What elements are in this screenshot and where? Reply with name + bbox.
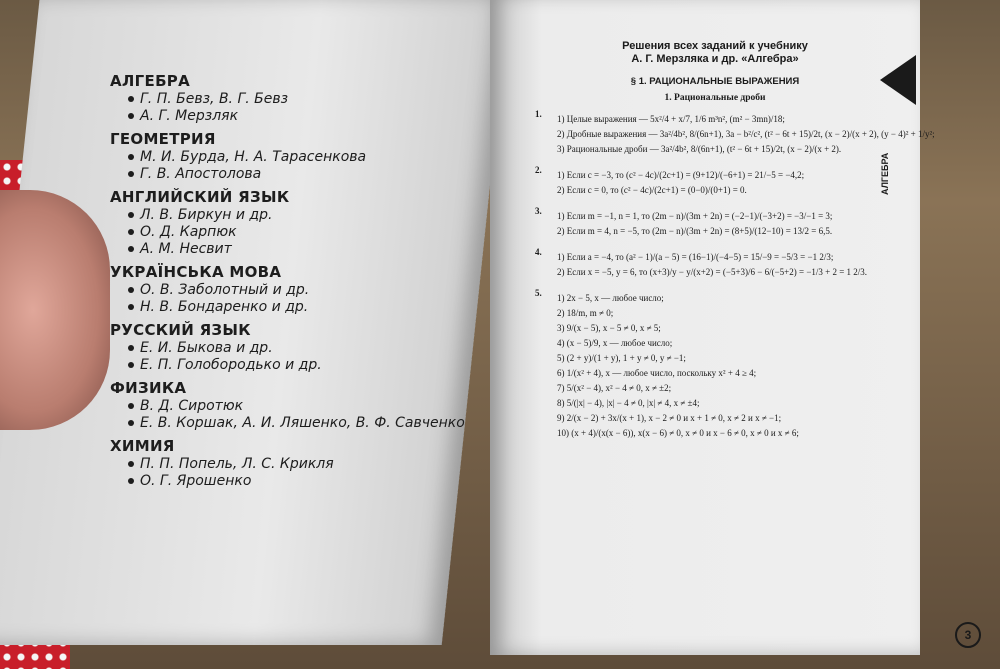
task-list [535,109,935,443]
author-name: О. В. Заболотный и др. [140,282,310,298]
subject-heading: УКРАЇНСЬКА МОВА [110,263,282,281]
author-item [128,357,490,373]
subject-heading: ФИЗИКА [110,379,187,397]
task-body [557,109,935,159]
right-page-content [535,40,935,443]
task-line: 1) Если a = −4, то (a² − 1)/(a − 5) = (16−1)/(−4−5) = 15/−9 = −5/3 = −1 2/3; [557,252,834,262]
task-body [557,206,895,241]
task-line: 2) 18/m, m ≠ 0; [557,308,614,318]
hand-holding-book [0,190,110,430]
task-line: 4) (x − 5)/9, x — любое число; [557,338,673,348]
bullet-icon [128,345,134,351]
task-line: 7) 5/(x² − 4), x² − 4 ≠ 0, x ≠ ±2; [557,383,672,393]
task-item [535,206,895,241]
task-line: 2) Если m = 4, n = −5, то (2m − n)/(3m + 2n) = (8+5)/(12−10) = 13/2 = 6,5. [557,226,833,236]
subject-heading: ГЕОМЕТРИЯ [110,130,216,148]
bullet-icon [128,171,134,177]
bullet-icon [128,229,134,235]
task-line: 2) Если c = 0, то (c² − 4c)/(2c+1) = (0−0)/(0+1) = 0. [557,185,747,195]
bullet-icon [128,420,134,426]
task-line: 1) Если m = −1, n = 1, то (2m − n)/(3m + 2n) = (−2−1)/(−3+2) = −3/−1 = 3; [557,211,833,221]
author-item [128,207,490,223]
left-page-content [110,66,490,490]
subsection-title: 1. Рациональные дроби [664,93,766,103]
author-item [128,473,490,489]
task-body [557,288,895,443]
subject-heading: ХИМИЯ [110,437,175,455]
subject-heading: АЛГЕБРА [110,72,191,90]
bullet-icon [128,403,134,409]
bullet-icon [128,96,134,102]
task-item [535,109,935,159]
author-item [128,398,490,414]
author-name: В. Д. Сиротюк [140,398,244,414]
task-line: 8) 5/(|x| − 4), |x| − 4 ≠ 0, |x| ≠ 4, x ≠ ±4; [557,398,700,408]
author-name: Л. В. Биркун и др. [140,207,273,223]
author-name: А. М. Несвит [140,241,232,257]
task-number: 2. [535,165,542,175]
author-name: М. И. Бурда, Н. А. Тарасенкова [140,149,367,165]
author-name: Г. П. Бевз, В. Г. Бевз [140,91,289,107]
author-item [128,456,490,472]
bullet-icon [128,461,134,467]
task-item [535,288,895,443]
header-line-2: А. Г. Мерзляка и др. «Алгебра» [631,53,799,65]
task-body [557,165,895,200]
task-item [535,247,895,282]
author-name: Е. П. Голобородько и др. [140,357,322,373]
section-title: § 1. РАЦИОНАЛЬНЫЕ ВЫРАЖЕНИЯ [630,76,800,87]
author-name: Е. И. Быкова и др. [140,340,273,356]
bullet-icon [128,362,134,368]
author-item [128,166,490,182]
task-line: 1) Если c = −3, то (c² − 4c)/(2c+1) = (9+12)/(−6+1) = 21/−5 = −4,2; [557,170,805,180]
author-name: О. Г. Ярошенко [140,473,252,489]
author-name: Г. В. Апостолова [140,166,262,182]
side-label: АЛГЕБРА [880,152,890,195]
author-item [128,415,490,431]
author-name: А. Г. Мерзляк [140,108,239,124]
author-item [128,241,490,257]
bullet-icon [128,154,134,160]
bullet-icon [128,287,134,293]
task-line: 5) (2 + y)/(1 + y), 1 + y ≠ 0, y ≠ −1; [557,353,686,363]
bullet-icon [128,478,134,484]
author-name: Е. В. Коршак, А. И. Ляшенко, В. Ф. Савченко [140,415,465,431]
bullet-icon [128,212,134,218]
task-body [557,247,895,282]
author-item [128,340,490,356]
author-name: П. П. Попель, Л. С. Крикля [140,456,334,472]
bullet-icon [128,113,134,119]
author-item [128,149,490,165]
header-line-1: Решения всех заданий к учебнику [622,40,808,52]
author-item [128,108,490,124]
task-number: 3. [535,206,542,216]
task-line: 3) Рациональные дроби — 3a²/4b², 8/(6n+1), (t² − 6t + 15)/2t, (x − 2)/(x + 2). [557,144,842,154]
task-line: 10) (x + 4)/(x(x − 6)), x(x − 6) ≠ 0, x ≠ 0 и x − 6 ≠ 0, x ≠ 0 и x ≠ 6; [557,428,799,438]
subject-heading: АНГЛИЙСКИЙ ЯЗЫК [110,188,290,206]
task-line: 3) 9/(x − 5), x − 5 ≠ 0, x ≠ 5; [557,323,661,333]
task-line: 9) 2/(x − 2) + 3x/(x + 1), x − 2 ≠ 0 и x + 1 ≠ 0, x ≠ 2 и x ≠ −1; [557,413,782,423]
task-line: 2) Дробные выражения — 3a²/4b², 8/(6n+1), 3a − b²/c², (t² − 6t + 15)/2t, (x − 2)/(x + 2), (y − 4)² + 1/y²; [557,129,935,139]
page-number: 3 [955,622,981,648]
task-number: 1. [535,109,542,119]
task-line: 6) 1/(x² + 4), x — любое число, поскольку x² + 4 ≥ 4; [557,368,757,378]
author-item [128,224,490,240]
subject-heading: РУССКИЙ ЯЗЫК [110,321,251,339]
bullet-icon [128,246,134,252]
author-name: Н. В. Бондаренко и др. [140,299,309,315]
author-item [128,299,490,315]
author-item [128,282,490,298]
task-line: 1) Целые выражения — 5x²/4 + x/7, 1/6 m³n², (m² − 3mn)/18; [557,114,785,124]
task-number: 4. [535,247,542,257]
task-number: 5. [535,288,542,298]
bullet-icon [128,304,134,310]
task-line: 1) 2x − 5, x — любое число; [557,293,664,303]
task-line: 2) Если x = −5, y = 6, то (x+3)/y − y/(x+2) = (−5+3)/6 − 6/(−5+2) = −1/3 + 2 = 1 2/3. [557,267,868,277]
author-name: О. Д. Карпюк [140,224,237,240]
task-item [535,165,895,200]
author-item [128,91,490,107]
